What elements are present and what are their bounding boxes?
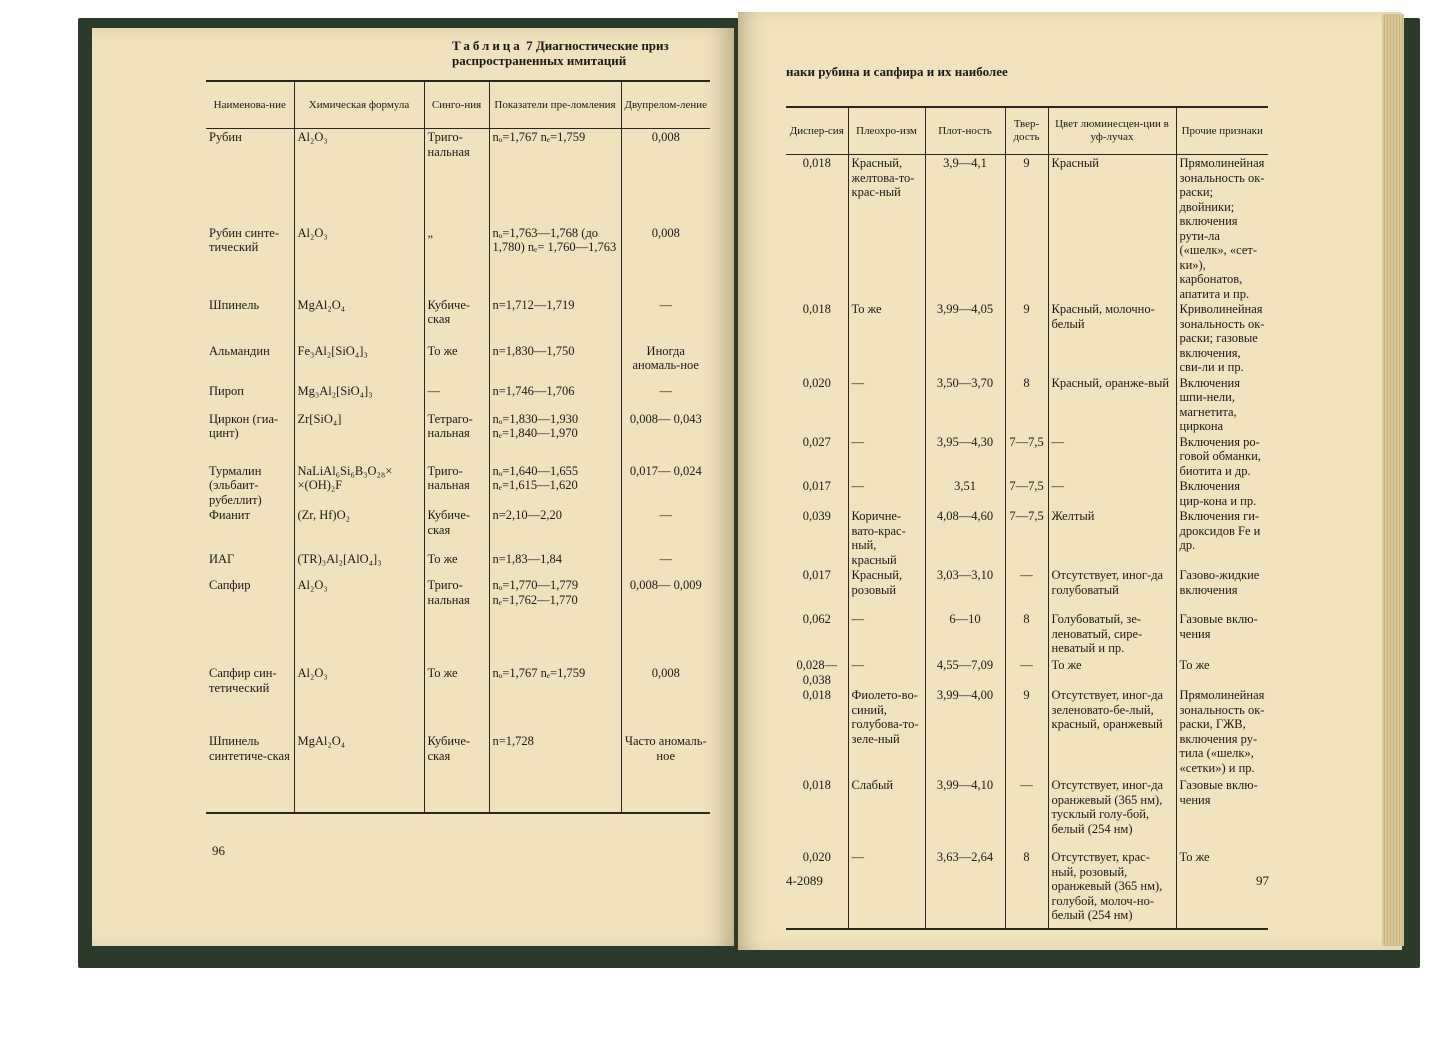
- table-row: [786, 508, 1268, 567]
- cell-refraction: n=1,728: [489, 733, 621, 813]
- header-density: Плот-ность: [925, 107, 1005, 155]
- cell-luminescence: То же: [1048, 657, 1176, 687]
- cell-density: 3,63—2,64: [925, 849, 1005, 929]
- cell-hardness: 7—7,5: [1005, 508, 1048, 567]
- page-number-left: 96: [212, 843, 225, 858]
- cell-density: 3,99—4,10: [925, 777, 1005, 849]
- table-row: [786, 611, 1268, 657]
- table-header-row: [206, 81, 710, 129]
- cell-name: Сапфир син-тетический: [209, 666, 277, 695]
- header-dispersion: Диспер-сия: [786, 107, 848, 155]
- table-row: [786, 567, 1268, 611]
- cell-birefringence: —: [621, 297, 710, 343]
- cell-name: Шпинель синтетиче-ская: [206, 733, 294, 813]
- cell-birefringence: —: [621, 507, 710, 551]
- cell-formula: Fe₃Al₂[SiO₄]₃: [294, 343, 424, 383]
- cell-luminescence: Голубоватый, зе-леноватый, сире-неватый и пр.: [1048, 611, 1176, 657]
- cell-hardness: 9: [1005, 155, 1048, 302]
- cell-dispersion: 0,062: [802, 612, 831, 626]
- cell-name: Сапфир: [209, 578, 251, 592]
- cell-birefringence: 0,008: [621, 225, 710, 297]
- table-row: [786, 777, 1268, 849]
- cell-density: 3,99—4,05: [925, 301, 1005, 375]
- header-name: Наименова-ние: [206, 81, 294, 129]
- table-row: [206, 343, 710, 383]
- cell-name: Альмандин: [209, 343, 270, 358]
- cell-hardness: 7—7,5: [1005, 478, 1048, 508]
- cell-refraction: n=1,83—1,84: [489, 551, 621, 577]
- cell-syngony: Триго-нальная: [424, 129, 489, 225]
- cell-pleochroism: Фиолето-во-синий, голубова-то-зеле-ный: [848, 687, 925, 777]
- cell-dispersion: 0,018: [802, 302, 831, 316]
- cell-other: Газовые вклю-чения: [1176, 777, 1268, 849]
- cell-formula: MgAl₂O₄: [294, 297, 424, 343]
- cell-formula: Mg₃Al₂[SiO₄]₃: [294, 383, 424, 411]
- cell-pleochroism: Коричне-вато-крас-ный, красный: [848, 508, 925, 567]
- table-row: [206, 577, 710, 665]
- cell-density: 4,55—7,09: [925, 657, 1005, 687]
- cell-hardness: —: [1005, 567, 1048, 611]
- cell-birefringence: —: [621, 551, 710, 577]
- table-row: [206, 411, 710, 463]
- cell-density: 3,51: [925, 478, 1005, 508]
- cell-pleochroism: —: [848, 849, 925, 929]
- cell-luminescence: Красный: [1048, 155, 1176, 302]
- cell-hardness: 9: [1005, 687, 1048, 777]
- caption-number: 7: [526, 38, 533, 53]
- cell-luminescence: Отсутствует, иног-да зеленовато-бе-лый, красный, оранжевый: [1048, 687, 1176, 777]
- cell-luminescence: Отсутствует, крас-ный, розовый, оранжевый (365 нм), голубой, молоч-но-белый (254 нм): [1048, 849, 1176, 929]
- cell-luminescence: —: [1048, 434, 1176, 479]
- cell-other: Включения шпи-нели, магнетита, циркона: [1176, 375, 1268, 434]
- header-refraction: Показатели пре-ломления: [489, 81, 621, 129]
- table-row: [206, 665, 710, 733]
- cell-syngony: Триго-нальная: [424, 577, 489, 665]
- header-pleochroism: Плеохро-изм: [848, 107, 925, 155]
- cell-birefringence: 0,017— 0,024: [621, 463, 710, 508]
- cell-syngony: Кубиче-ская: [424, 507, 489, 551]
- table-row: [206, 733, 710, 813]
- cell-syngony: То же: [424, 551, 489, 577]
- cell-refraction: n=1,746—1,706: [489, 383, 621, 411]
- cell-hardness: 9: [1005, 301, 1048, 375]
- cell-name: Пироп: [209, 383, 244, 398]
- cell-formula: (Zr, Hf)O₂: [294, 507, 424, 551]
- table-row: [786, 301, 1268, 375]
- cell-other: То же: [1176, 849, 1268, 929]
- cell-formula: Zr[SiO₄]: [294, 411, 424, 463]
- table-left: [206, 80, 710, 814]
- cell-refraction: nₒ=1,770—1,779 nₑ=1,762—1,770: [489, 577, 621, 665]
- cell-birefringence: 0,008— 0,009: [621, 577, 710, 665]
- cell-luminescence: Отсутствует, иног-да оранжевый (365 нм), тусклый голу-бой, белый (254 нм): [1048, 777, 1176, 849]
- cell-syngony: То же: [424, 343, 489, 383]
- table-row: [206, 297, 710, 343]
- cell-other: Прямолинейная зональность ок-раски, ГЖВ, включения ру-тила («шелк», «сетки») и пр.: [1176, 687, 1268, 777]
- cell-syngony: Тетраго-нальная: [424, 411, 489, 463]
- cell-pleochroism: Красный, желтова-то-крас-ный: [848, 155, 925, 302]
- header-other: Прочие признаки: [1176, 107, 1268, 155]
- table-row: [786, 478, 1268, 508]
- table-caption-right: наки рубина и сапфира и их наиболее: [786, 64, 1008, 79]
- table-row: [786, 434, 1268, 479]
- cell-formula: NaLiAl₆Si₆B₃O₂₈× ×(OH)₂F: [294, 463, 424, 508]
- cell-birefringence: Иногда аномаль-ное: [621, 343, 710, 383]
- cell-refraction: n=1,712—1,719: [489, 297, 621, 343]
- printer-signature: 4-2089: [786, 873, 823, 888]
- cell-dispersion: 0,020: [802, 375, 831, 390]
- cell-other: То же: [1176, 657, 1268, 687]
- cell-hardness: 8: [1005, 375, 1048, 434]
- cell-name: Рубин синте-тический: [209, 225, 280, 254]
- table-row: [206, 507, 710, 551]
- cell-dispersion: 0,018: [802, 688, 831, 702]
- cell-syngony: Кубиче-ская: [424, 297, 489, 343]
- cell-name: Фианит: [209, 508, 250, 522]
- cell-name: Рубин: [209, 130, 242, 144]
- cell-syngony: —: [424, 383, 489, 411]
- table-header-row: [786, 107, 1268, 155]
- cell-dispersion: 0,028— 0,038: [796, 658, 838, 687]
- cell-pleochroism: —: [848, 611, 925, 657]
- caption-rest: Диагностические приз: [535, 38, 669, 53]
- cell-other: Прямолинейная зональность ок-раски; двойники; включения рути-ла («шелк», «сет-ки»), карбонатов, апатита и пр.: [1176, 155, 1268, 302]
- cell-luminescence: Красный, оранже-вый: [1048, 375, 1176, 434]
- cell-name: Турмалин (эльбаит-рубеллит): [209, 463, 262, 507]
- caption-word: Таблица: [452, 38, 523, 53]
- cell-density: 3,95—4,30: [925, 434, 1005, 479]
- cell-refraction: nₒ=1,767 nₑ=1,759: [489, 665, 621, 733]
- cell-hardness: 8: [1005, 849, 1048, 929]
- cell-luminescence: Красный, молочно-белый: [1048, 301, 1176, 375]
- cell-hardness: 8: [1005, 611, 1048, 657]
- cell-other: Включения цир-кона и пр.: [1176, 478, 1268, 508]
- cell-formula: Al₂O₃: [294, 129, 424, 225]
- cell-luminescence: Желтый: [1048, 508, 1176, 567]
- cell-pleochroism: То же: [848, 301, 925, 375]
- cell-other: Включения ро-говой обманки, биотита и др.: [1176, 434, 1268, 479]
- cell-pleochroism: —: [848, 478, 925, 508]
- cell-density: 3,9—4,1: [925, 155, 1005, 302]
- cell-dispersion: 0,039: [802, 509, 831, 523]
- cell-other: Криволинейная зональность ок-раски; газовые включения, сви-ли и пр.: [1176, 301, 1268, 375]
- cell-formula: Al₂O₃: [294, 577, 424, 665]
- cell-hardness: —: [1005, 657, 1048, 687]
- cell-refraction: nₒ=1,767 nₑ=1,759: [489, 129, 621, 225]
- table-row: [206, 551, 710, 577]
- cell-density: 3,03—3,10: [925, 567, 1005, 611]
- table-row: [206, 225, 710, 297]
- page-number-right: 97: [1256, 873, 1269, 888]
- cell-pleochroism: —: [848, 434, 925, 479]
- cell-name: Циркон (гиа-цинт): [209, 411, 279, 440]
- cell-hardness: —: [1005, 777, 1048, 849]
- cell-birefringence: 0,008: [621, 129, 710, 225]
- cell-pleochroism: —: [848, 657, 925, 687]
- cell-refraction: nₒ=1,640—1,655 nₑ=1,615—1,620: [489, 463, 621, 508]
- cell-dispersion: 0,018: [802, 156, 831, 170]
- cell-luminescence: —: [1048, 478, 1176, 508]
- cell-density: 6—10: [925, 611, 1005, 657]
- table-row: [786, 849, 1268, 929]
- cell-other: Включения ги-дроксидов Fe и др.: [1176, 508, 1268, 567]
- header-birefringence: Двупрелом-ление: [621, 81, 710, 129]
- cell-pleochroism: —: [848, 375, 925, 434]
- cell-formula: Al₂O₃: [294, 665, 424, 733]
- header-hardness: Твер-дость: [1005, 107, 1048, 155]
- cell-dispersion: 0,017: [802, 568, 831, 582]
- table-row: [786, 687, 1268, 777]
- cell-pleochroism: Слабый: [848, 777, 925, 849]
- cell-syngony: „: [424, 225, 489, 297]
- cell-name: ИАГ: [209, 552, 235, 566]
- cell-refraction: n=2,10—2,20: [489, 507, 621, 551]
- cell-syngony: То же: [424, 665, 489, 733]
- cell-other: Газово-жидкие включения: [1176, 567, 1268, 611]
- table-row: [786, 155, 1268, 302]
- page-edges: [1382, 14, 1404, 946]
- cell-dispersion: 0,027: [802, 434, 831, 449]
- table-row: [786, 657, 1268, 687]
- cell-name: Шпинель: [209, 297, 260, 312]
- cell-formula: MgAl₂O₄: [294, 733, 424, 813]
- caption-line-2: распространенных имитаций: [452, 53, 627, 68]
- cell-formula: Al₂O₃: [294, 225, 424, 297]
- cell-syngony: Кубиче-ская: [424, 733, 489, 813]
- cell-dispersion: 0,017: [802, 479, 831, 493]
- cell-density: 4,08—4,60: [925, 508, 1005, 567]
- header-luminescence: Цвет люминесцен-ции в уф-лучах: [1048, 107, 1176, 155]
- table-right: [786, 106, 1268, 930]
- table-row: [206, 383, 710, 411]
- cell-dispersion: 0,018: [802, 778, 831, 792]
- table-row: [786, 375, 1268, 434]
- cell-refraction: n=1,830—1,750: [489, 343, 621, 383]
- cell-luminescence: Отсутствует, иног-да голубоватый: [1048, 567, 1176, 611]
- cell-dispersion: 0,020: [786, 849, 848, 929]
- header-syngony: Синго-ния: [424, 81, 489, 129]
- cell-birefringence: 0,008: [621, 665, 710, 733]
- cell-birefringence: Часто аномаль-ное: [621, 733, 710, 813]
- cell-birefringence: 0,008— 0,043: [621, 411, 710, 463]
- table-caption-left: [452, 38, 722, 68]
- header-formula: Химическая формула: [294, 81, 424, 129]
- cell-syngony: Триго-нальная: [424, 463, 489, 508]
- cell-birefringence: —: [621, 383, 710, 411]
- cell-other: Газовые вклю-чения: [1176, 611, 1268, 657]
- cell-formula: (TR)₃Al₂[AlO₄]₃: [294, 551, 424, 577]
- cell-density: 3,99—4,00: [925, 687, 1005, 777]
- table-row: [206, 129, 710, 225]
- cell-pleochroism: Красный, розовый: [848, 567, 925, 611]
- cell-refraction: nₒ=1,830—1,930 nₑ=1,840—1,970: [489, 411, 621, 463]
- cell-hardness: 7—7,5: [1005, 434, 1048, 479]
- cell-refraction: nₒ=1,763—1,768 (до 1,780) nₑ= 1,760—1,763: [489, 225, 621, 297]
- table-row: [206, 463, 710, 508]
- cell-density: 3,50—3,70: [925, 375, 1005, 434]
